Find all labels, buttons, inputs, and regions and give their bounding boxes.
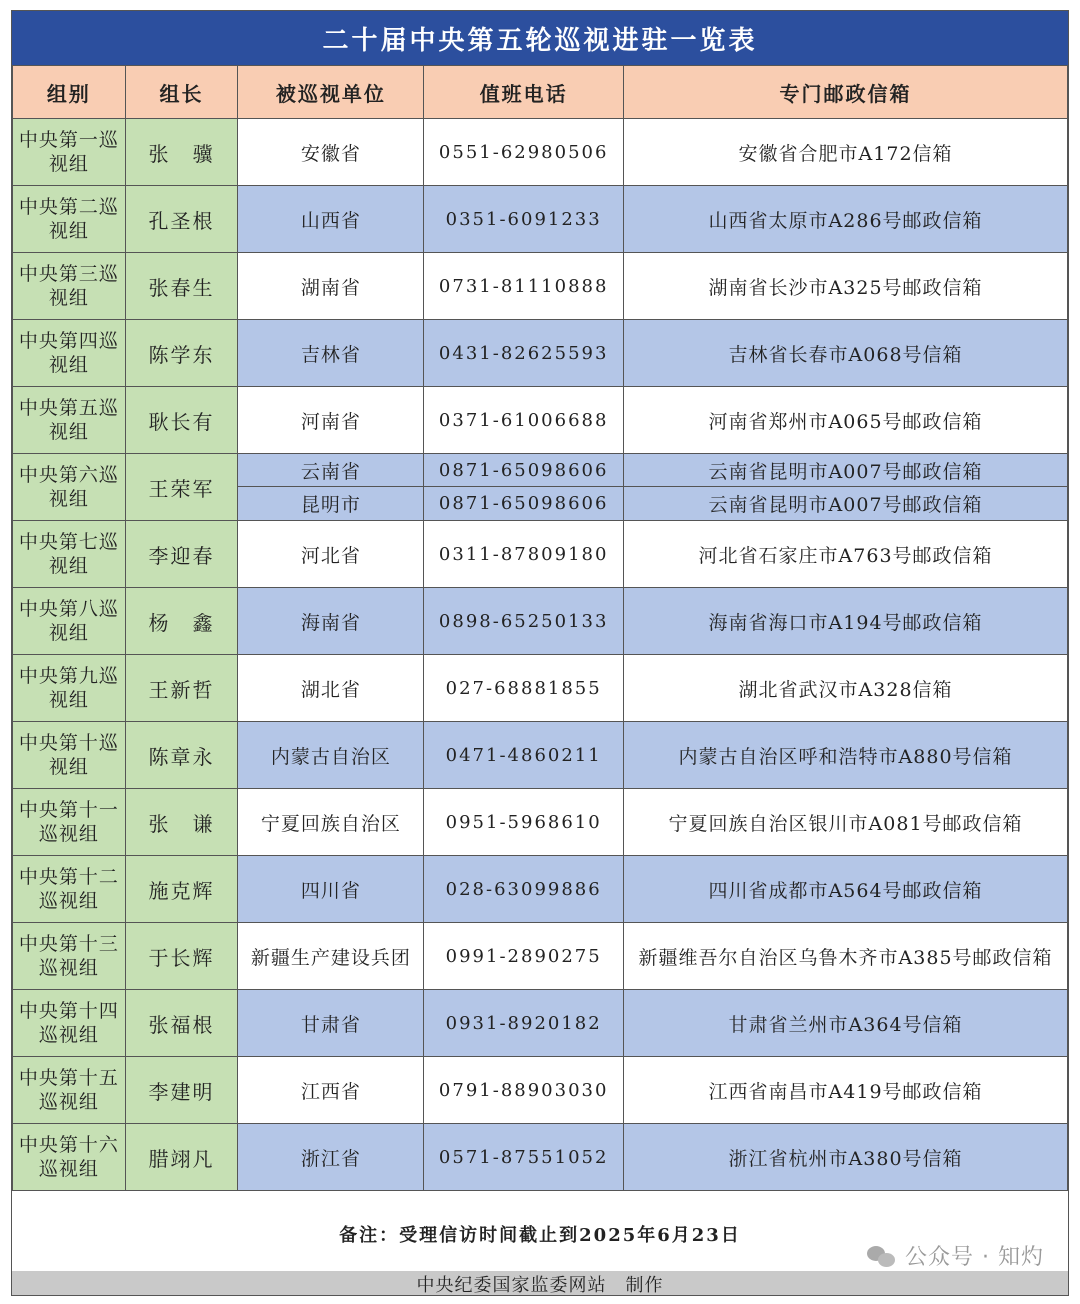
mailbox-cell: 山西省太原市A286号邮政信箱 xyxy=(624,186,1068,253)
table-row xyxy=(13,856,1068,923)
phone-cell: 0931-8920182 xyxy=(424,990,624,1057)
group-cell: 中央第十巡视组 xyxy=(13,722,126,789)
phone-cell: 027-68881855 xyxy=(424,655,624,722)
leader-cell: 李建明 xyxy=(125,1057,238,1124)
unit-cell: 河南省 xyxy=(238,387,424,454)
mailbox-cell: 湖南省长沙市A325号邮政信箱 xyxy=(624,253,1068,320)
leader-cell: 张 骥 xyxy=(125,119,238,186)
table-body xyxy=(13,119,1068,1191)
table-row xyxy=(13,990,1068,1057)
unit-cell: 河北省 xyxy=(238,521,424,588)
table-row xyxy=(13,1124,1068,1191)
unit-cell: 山西省 xyxy=(238,186,424,253)
unit-cell: 四川省 xyxy=(238,856,424,923)
mailbox-cell: 宁夏回族自治区银川市A081号邮政信箱 xyxy=(624,789,1068,856)
group-cell: 中央第十二巡视组 xyxy=(13,856,126,923)
mailbox-cell: 内蒙古自治区呼和浩特市A880号信箱 xyxy=(624,722,1068,789)
table-row xyxy=(13,1057,1068,1124)
phone-cell: 0991-2890275 xyxy=(424,923,624,990)
unit-cell: 海南省 xyxy=(238,588,424,655)
note-text: 备注：受理信访时间截止到2025年6月23日 xyxy=(339,1225,741,1246)
leader-cell: 张春生 xyxy=(125,253,238,320)
unit-cell: 新疆生产建设兵团 xyxy=(238,923,424,990)
mailbox-cell: 四川省成都市A564号邮政信箱 xyxy=(624,856,1068,923)
phone-cell: 0871-65098606 xyxy=(424,454,624,487)
table-header-row xyxy=(13,66,1068,119)
mailbox-cell: 新疆维吾尔自治区乌鲁木齐市A385号邮政信箱 xyxy=(624,923,1068,990)
group-cell: 中央第五巡视组 xyxy=(13,387,126,454)
leader-cell: 于长辉 xyxy=(125,923,238,990)
phone-cell: 0898-65250133 xyxy=(424,588,624,655)
mailbox-cell: 湖北省武汉市A328信箱 xyxy=(624,655,1068,722)
phone-cell: 0871-65098606 xyxy=(424,487,624,521)
unit-cell: 甘肃省 xyxy=(238,990,424,1057)
unit-cell: 内蒙古自治区 xyxy=(238,722,424,789)
leader-cell: 腊翊凡 xyxy=(125,1124,238,1191)
leader-cell: 施克辉 xyxy=(125,856,238,923)
group-cell: 中央第六巡视组 xyxy=(13,454,126,521)
header-leader: 组长 xyxy=(125,66,238,119)
phone-cell: 0551-62980506 xyxy=(424,119,624,186)
header-group: 组别 xyxy=(13,66,126,119)
leader-cell: 陈章永 xyxy=(125,722,238,789)
group-cell: 中央第十三巡视组 xyxy=(13,923,126,990)
leader-cell: 张 谦 xyxy=(125,789,238,856)
unit-cell: 宁夏回族自治区 xyxy=(238,789,424,856)
watermark xyxy=(867,1240,1044,1271)
mailbox-cell: 安徽省合肥市A172信箱 xyxy=(624,119,1068,186)
leader-cell: 王新哲 xyxy=(125,655,238,722)
phone-cell: 0731-81110888 xyxy=(424,253,624,320)
unit-cell: 云南省 xyxy=(238,454,424,487)
phone-cell: 0951-5968610 xyxy=(424,789,624,856)
header-mailbox: 专门邮政信箱 xyxy=(624,66,1068,119)
table-row xyxy=(13,387,1068,454)
group-cell: 中央第四巡视组 xyxy=(13,320,126,387)
table-row xyxy=(13,923,1068,990)
wechat-icon xyxy=(867,1244,897,1268)
group-cell: 中央第七巡视组 xyxy=(13,521,126,588)
leader-cell: 孔圣根 xyxy=(125,186,238,253)
table-row xyxy=(13,655,1068,722)
table-row xyxy=(13,320,1068,387)
leader-cell: 陈学东 xyxy=(125,320,238,387)
leader-cell: 杨 鑫 xyxy=(125,588,238,655)
group-cell: 中央第九巡视组 xyxy=(13,655,126,722)
table-row xyxy=(13,253,1068,320)
unit-cell: 江西省 xyxy=(238,1057,424,1124)
table-row xyxy=(13,521,1068,588)
table-row xyxy=(13,722,1068,789)
header-unit: 被巡视单位 xyxy=(238,66,424,119)
mailbox-cell: 甘肃省兰州市A364号信箱 xyxy=(624,990,1068,1057)
unit-cell: 湖南省 xyxy=(238,253,424,320)
table-row xyxy=(13,789,1068,856)
mailbox-cell: 河南省郑州市A065号邮政信箱 xyxy=(624,387,1068,454)
mailbox-cell: 云南省昆明市A007号邮政信箱 xyxy=(624,487,1068,521)
mailbox-cell: 江西省南昌市A419号邮政信箱 xyxy=(624,1057,1068,1124)
mailbox-cell: 浙江省杭州市A380号信箱 xyxy=(624,1124,1068,1191)
table-row xyxy=(13,588,1068,655)
table-row xyxy=(13,186,1068,253)
inspection-table xyxy=(12,65,1068,1191)
table-row xyxy=(13,119,1068,186)
watermark-text: 公众号 · 知灼 xyxy=(905,1245,1044,1270)
phone-cell: 0471-4860211 xyxy=(424,722,624,789)
group-cell: 中央第一巡视组 xyxy=(13,119,126,186)
inspection-sheet xyxy=(11,10,1069,1296)
unit-cell: 吉林省 xyxy=(238,320,424,387)
group-cell: 中央第八巡视组 xyxy=(13,588,126,655)
phone-cell: 0791-88903030 xyxy=(424,1057,624,1124)
leader-cell: 张福根 xyxy=(125,990,238,1057)
mailbox-cell: 吉林省长春市A068号信箱 xyxy=(624,320,1068,387)
phone-cell: 0351-6091233 xyxy=(424,186,624,253)
phone-cell: 0431-82625593 xyxy=(424,320,624,387)
leader-cell: 李迎春 xyxy=(125,521,238,588)
page-title: 二十届中央第五轮巡视进驻一览表 xyxy=(12,11,1068,65)
table-row xyxy=(13,454,1068,487)
group-cell: 中央第十一巡视组 xyxy=(13,789,126,856)
mailbox-cell: 云南省昆明市A007号邮政信箱 xyxy=(624,454,1068,487)
phone-cell: 0311-87809180 xyxy=(424,521,624,588)
leader-cell: 耿长有 xyxy=(125,387,238,454)
mailbox-cell: 河北省石家庄市A763号邮政信箱 xyxy=(624,521,1068,588)
group-cell: 中央第十六巡视组 xyxy=(13,1124,126,1191)
header-phone: 值班电话 xyxy=(424,66,624,119)
leader-cell: 王荣军 xyxy=(125,454,238,521)
group-cell: 中央第十五巡视组 xyxy=(13,1057,126,1124)
group-cell: 中央第三巡视组 xyxy=(13,253,126,320)
unit-cell: 安徽省 xyxy=(238,119,424,186)
footer-credit: 中央纪委国家监委网站 制作 xyxy=(12,1271,1068,1296)
group-cell: 中央第二巡视组 xyxy=(13,186,126,253)
phone-cell: 0571-87551052 xyxy=(424,1124,624,1191)
group-cell: 中央第十四巡视组 xyxy=(13,990,126,1057)
phone-cell: 0371-61006688 xyxy=(424,387,624,454)
mailbox-cell: 海南省海口市A194号邮政信箱 xyxy=(624,588,1068,655)
unit-cell: 浙江省 xyxy=(238,1124,424,1191)
phone-cell: 028-63099886 xyxy=(424,856,624,923)
unit-cell: 昆明市 xyxy=(238,487,424,521)
unit-cell: 湖北省 xyxy=(238,655,424,722)
